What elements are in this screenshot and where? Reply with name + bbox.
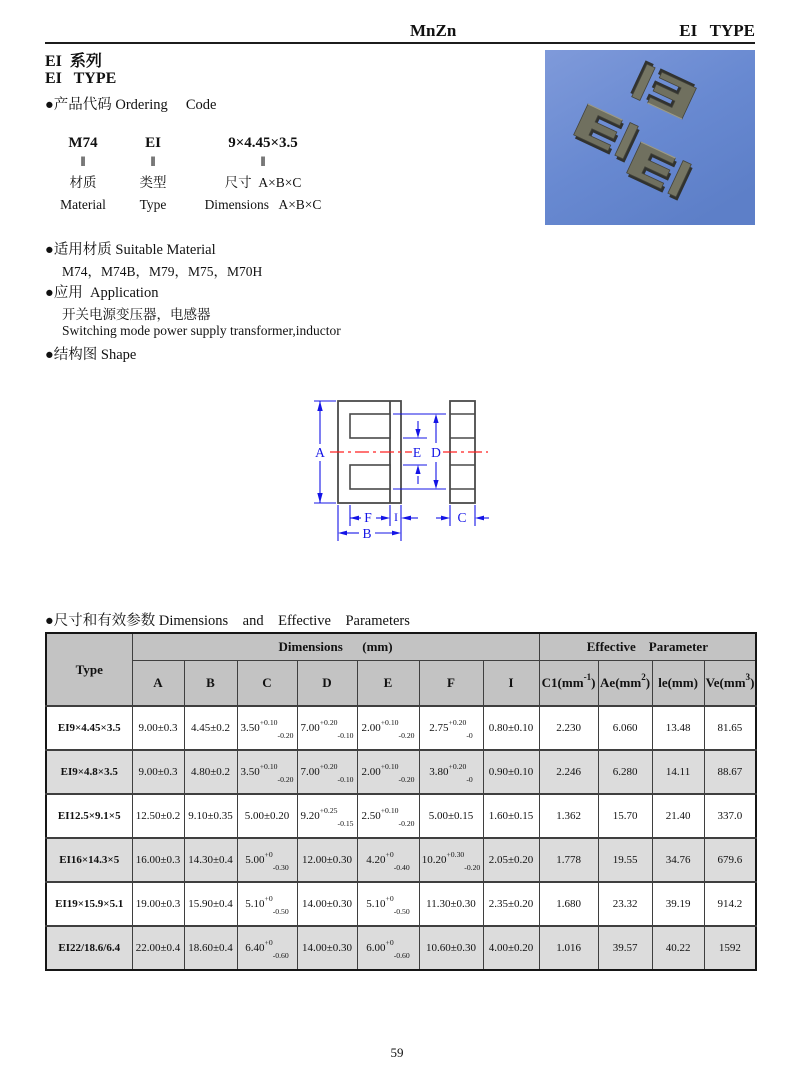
table-cell: 39.57 — [598, 926, 652, 970]
ordering-label-en: Type — [139, 197, 167, 212]
header-rule — [45, 42, 755, 44]
table-cell: $6.00^{+0}_{-0.60}$ — [357, 926, 419, 970]
column-header-type: Type — [46, 633, 132, 706]
table-cell: 9.00±0.3 — [132, 706, 184, 750]
table-cell: $10.20^{+0.30}_{-0.20}$ — [419, 838, 483, 882]
table-cell: 10.60±0.30 — [419, 926, 483, 970]
table-cell: $4.20^{+0}_{-0.40}$ — [357, 838, 419, 882]
table-cell: 19.00±0.3 — [132, 882, 184, 926]
parameters-table — [45, 632, 757, 971]
ordering-label-en: Dimensions A×B×C — [204, 197, 322, 212]
table-cell: 15.90±0.4 — [184, 882, 237, 926]
table-cell: 9.00±0.3 — [132, 750, 184, 794]
table-cell: 0.90±0.10 — [483, 750, 539, 794]
table-cell: $7.00^{+0.20}_{-0.10}$ — [297, 750, 357, 794]
row-type: EI22/18.6/6.4 — [46, 926, 132, 970]
table-cell: $2.75^{+0.20}_{-0}$ — [419, 706, 483, 750]
table-cell: 34.76 — [652, 838, 704, 882]
table-cell: 22.00±0.4 — [132, 926, 184, 970]
product-photo — [545, 50, 755, 225]
table-cell: 23.32 — [598, 882, 652, 926]
table-cell: 1.016 — [539, 926, 598, 970]
table-cell: 1.778 — [539, 838, 598, 882]
row-type: EI12.5×9.1×5 — [46, 794, 132, 838]
ordering-label-en: Material — [60, 197, 106, 212]
row-type: EI19×15.9×5.1 — [46, 882, 132, 926]
dim-label-i: I — [394, 510, 398, 524]
row-type: EI9×4.8×3.5 — [46, 750, 132, 794]
ordering-label-cn: 材质 — [69, 175, 97, 190]
table-cell: $2.50^{+0.10}_{-0.20}$ — [357, 794, 419, 838]
table-cell: 1.680 — [539, 882, 598, 926]
table-row — [46, 794, 756, 838]
table-cell: 5.00±0.20 — [237, 794, 297, 838]
table-cell: 18.60±0.4 — [184, 926, 237, 970]
table-cell: $3.50^{+0.10}_{-0.20}$ — [237, 706, 297, 750]
dim-label-d: D — [431, 445, 441, 460]
table-row — [46, 926, 756, 970]
dim-label-f: F — [364, 510, 372, 525]
table-cell: 9.10±0.35 — [184, 794, 237, 838]
table-cell: $7.00^{+0.20}_{-0.10}$ — [297, 706, 357, 750]
header-core-type: EI TYPE — [679, 21, 755, 40]
material-list: M74，M74B，M79，M75，M70H — [62, 264, 263, 279]
column-header: le(mm) — [652, 661, 704, 707]
ordering-code-value: M74 — [68, 135, 98, 151]
column-header: $Ve(mm^3)$ — [704, 661, 756, 707]
ordering-column — [118, 133, 188, 216]
table-cell: 2.35±0.20 — [483, 882, 539, 926]
table-cell: 914.2 — [704, 882, 756, 926]
ordering-column — [48, 133, 118, 216]
ordering-link-mark: ‖ — [80, 155, 86, 170]
table-cell: 14.00±0.30 — [297, 882, 357, 926]
dim-label-a: A — [315, 445, 325, 460]
table-body — [46, 706, 756, 970]
ordering-code-value: 9×4.45×3.5 — [228, 135, 298, 151]
column-header: B — [184, 661, 237, 707]
table-heading: ●尺寸和有效参数 Dimensions and Effective Parameters — [45, 613, 410, 629]
table-cell: 14.00±0.30 — [297, 926, 357, 970]
column-header: A — [132, 661, 184, 707]
table-cell: 4.00±0.20 — [483, 926, 539, 970]
column-header: E — [357, 661, 419, 707]
table-cell: 2.230 — [539, 706, 598, 750]
table-cell: $5.00^{+0}_{-0.30}$ — [237, 838, 297, 882]
suitable-material-heading: ●适用材质 Suitable Material — [45, 242, 216, 258]
table-cell: 337.0 — [704, 794, 756, 838]
table-cell: 1.60±0.15 — [483, 794, 539, 838]
table-cell: 12.00±0.30 — [297, 838, 357, 882]
dim-label-c: C — [457, 510, 467, 525]
table-cell: 39.19 — [652, 882, 704, 926]
table-cell: 4.45±0.2 — [184, 706, 237, 750]
table-cell: 4.80±0.2 — [184, 750, 237, 794]
page-number: 59 — [390, 1045, 404, 1060]
ordering-label-cn: 类型 — [139, 175, 167, 190]
table-cell: 2.246 — [539, 750, 598, 794]
table-cell: 5.00±0.15 — [419, 794, 483, 838]
table-cell: 40.22 — [652, 926, 704, 970]
dimension-drawing — [298, 385, 503, 555]
ordering-heading: ●产品代码 Ordering Code — [45, 97, 217, 113]
application-heading: ●应用 Application — [45, 285, 159, 301]
row-type: EI9×4.45×3.5 — [46, 706, 132, 750]
table-row — [46, 750, 756, 794]
application-text-en: Switching mode power supply transformer,inductor — [62, 323, 341, 338]
ordering-link-mark: ‖ — [260, 155, 266, 170]
ordering-column — [188, 133, 338, 216]
table-cell: $3.80^{+0.20}_{-0}$ — [419, 750, 483, 794]
table-cell: 14.11 — [652, 750, 704, 794]
table-cell: $2.00^{+0.10}_{-0.20}$ — [357, 750, 419, 794]
table-cell: 1592 — [704, 926, 756, 970]
column-header: F — [419, 661, 483, 707]
shape-heading: ●结构图 Shape — [45, 347, 137, 363]
table-cell: 21.40 — [652, 794, 704, 838]
column-group-dimensions: Dimensions (mm) — [132, 633, 539, 661]
ordering-link-mark: ‖ — [150, 155, 156, 170]
table-cell: $5.10^{+0}_{-0.50}$ — [237, 882, 297, 926]
table-row — [46, 882, 756, 926]
table-cell: $5.10^{+0}_{-0.50}$ — [357, 882, 419, 926]
table-cell: 14.30±0.4 — [184, 838, 237, 882]
column-header: $C1(mm^{-1})$ — [539, 661, 598, 707]
dim-label-e: E — [412, 445, 422, 460]
table-cell: 19.55 — [598, 838, 652, 882]
table-cell: 0.80±0.10 — [483, 706, 539, 750]
table-cell: $6.40^{+0}_{-0.60}$ — [237, 926, 297, 970]
column-header: $Ae(mm^2)$ — [598, 661, 652, 707]
table-cell: 12.50±0.2 — [132, 794, 184, 838]
table-cell: 11.30±0.30 — [419, 882, 483, 926]
series-title-cn: EI 系列 — [45, 53, 102, 70]
table-cell: 6.060 — [598, 706, 652, 750]
table-cell: 2.05±0.20 — [483, 838, 539, 882]
column-header: C — [237, 661, 297, 707]
row-type: EI16×14.3×5 — [46, 838, 132, 882]
table-cell: $3.50^{+0.10}_{-0.20}$ — [237, 750, 297, 794]
header-material-class: MnZn — [410, 21, 457, 40]
column-group-effective: Effective Parameter — [539, 633, 756, 661]
table-group-header-row — [46, 633, 756, 661]
table-cell: $9.20^{+0.25}_{-0.15}$ — [297, 794, 357, 838]
table-cell: 679.6 — [704, 838, 756, 882]
table-row — [46, 706, 756, 750]
dim-label-b: B — [362, 526, 372, 541]
ordering-code-value: EI — [145, 135, 161, 151]
application-text-cn: 开关电源变压器，电感器 — [62, 307, 211, 322]
table-row — [46, 838, 756, 882]
table-cell: 81.65 — [704, 706, 756, 750]
table-subheader-row — [46, 661, 756, 707]
table-cell: $2.00^{+0.10}_{-0.20}$ — [357, 706, 419, 750]
column-header: I — [483, 661, 539, 707]
series-title-en: EI TYPE — [45, 70, 117, 87]
table-cell: 15.70 — [598, 794, 652, 838]
table-cell: 6.280 — [598, 750, 652, 794]
table-cell: 16.00±0.3 — [132, 838, 184, 882]
table-cell: 88.67 — [704, 750, 756, 794]
table-cell: 1.362 — [539, 794, 598, 838]
ordering-columns — [48, 133, 338, 216]
ordering-label-cn: 尺寸 A×B×C — [224, 175, 302, 190]
table-cell: 13.48 — [652, 706, 704, 750]
column-header: D — [297, 661, 357, 707]
